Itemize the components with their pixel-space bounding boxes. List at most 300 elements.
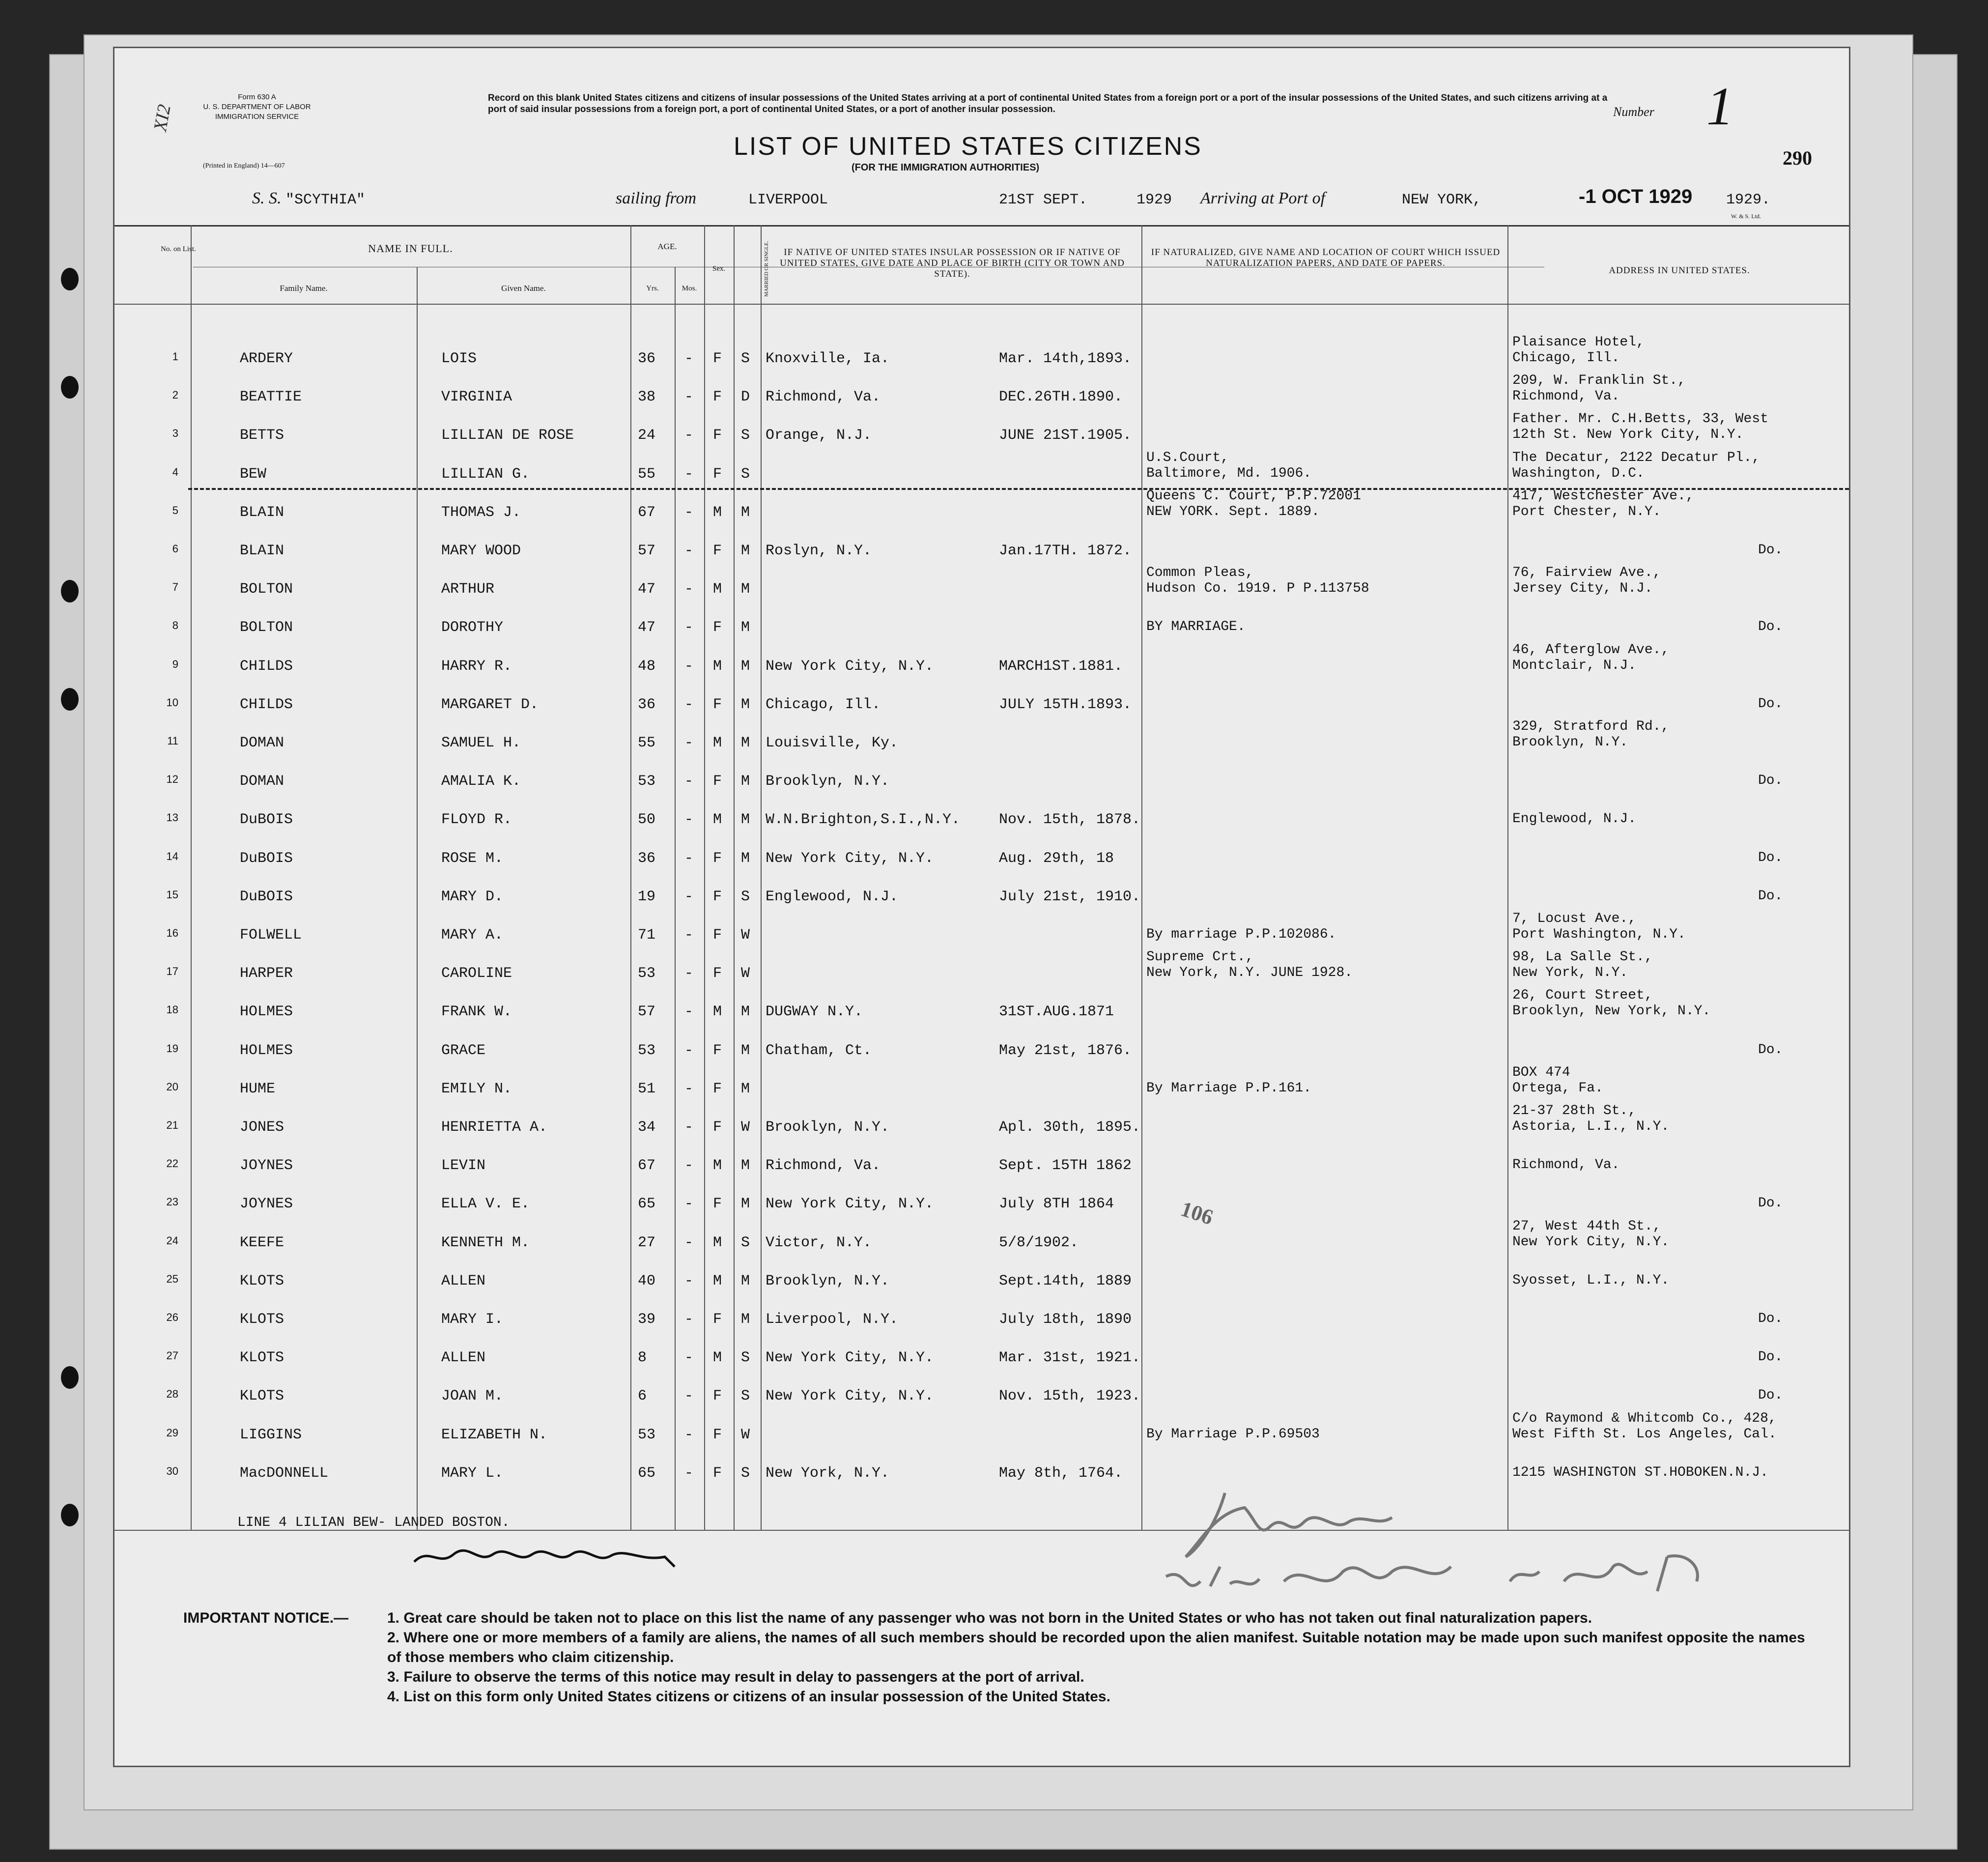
birth-date: 5/8/1902. (999, 1234, 1079, 1251)
family-name: DuBOIS (240, 888, 293, 905)
sex: F (713, 696, 722, 713)
age-years: 48 (638, 658, 656, 675)
table-row (114, 679, 1849, 717)
age-months: - (684, 389, 694, 406)
col-header-age: AGE. (657, 242, 677, 251)
family-name: LIGGINS (240, 1426, 302, 1443)
inspector-signature (1156, 1483, 1805, 1606)
address-line-2: Astoria, L.I., N.Y. (1512, 1119, 1670, 1134)
marital-status: M (741, 850, 750, 867)
age-years: 53 (638, 773, 656, 790)
sex: F (713, 927, 722, 944)
sex: F (713, 389, 722, 406)
arrival-stamp-date: -1 OCT 1929 (1579, 186, 1693, 207)
family-name: KLOTS (240, 1272, 284, 1289)
sex: F (713, 1119, 722, 1136)
voyage-line (252, 189, 365, 208)
family-name: JOYNES (240, 1157, 293, 1174)
given-name: FLOYD R. (441, 811, 512, 829)
age-months: - (684, 850, 694, 867)
table-row (114, 371, 1849, 409)
age-years: 39 (638, 1311, 656, 1328)
address-line-1: 209, W. Franklin St., (1512, 373, 1686, 389)
sex: M (713, 735, 722, 751)
address-line-2: Do. (1758, 619, 1783, 635)
table-row (114, 487, 1849, 525)
marital-status: M (741, 735, 750, 751)
marital-status: S (741, 465, 750, 483)
row-number: 3 (172, 427, 178, 440)
given-name: GRACE (441, 1042, 486, 1059)
birth-date: Jan.17TH. 1872. (999, 543, 1132, 559)
given-name: MARY A. (441, 927, 504, 944)
given-name: HARRY R. (441, 658, 512, 675)
given-name: VIRGINIA (441, 389, 512, 406)
age-months: - (684, 1464, 694, 1482)
marital-status: W (741, 1119, 750, 1136)
birth-place: New York City, N.Y. (766, 1388, 934, 1405)
age-months: - (684, 888, 694, 905)
given-name: THOMAS J. (441, 504, 521, 521)
given-name: ARTHUR (441, 581, 495, 598)
col-header-address: ADDRESS IN UNITED STATES. (1609, 265, 1750, 276)
marital-status: S (741, 1464, 750, 1482)
table-row (114, 333, 1849, 371)
age-years: 36 (638, 350, 656, 367)
family-name: JONES (240, 1119, 284, 1136)
given-name: ALLEN (441, 1349, 486, 1367)
age-years: 57 (638, 1003, 656, 1021)
address-line-2: Englewood, N.J. (1512, 811, 1637, 827)
address-line-2: Richmond, Va. (1512, 389, 1620, 404)
birth-date: May 8th, 1764. (999, 1464, 1123, 1482)
depart-date: 21ST SEPT. (999, 192, 1088, 208)
col-header-yrs: Yrs. (646, 285, 659, 292)
given-name: ELLA V. E. (441, 1196, 530, 1213)
marital-status: M (741, 1080, 750, 1097)
table-row (114, 1025, 1849, 1063)
service-name: IMMIGRATION SERVICE (215, 113, 299, 121)
birth-date: JUNE 21ST.1905. (999, 427, 1132, 444)
birth-place: Richmond, Va. (766, 1157, 881, 1174)
table-row (114, 1409, 1849, 1447)
age-years: 65 (638, 1464, 656, 1482)
family-name: BEATTIE (240, 389, 302, 406)
birth-place: Brooklyn, N.Y. (766, 1119, 890, 1136)
birth-place: W.N.Brighton,S.I.,N.Y. (766, 811, 961, 829)
row-number: 9 (172, 658, 178, 670)
age-years: 65 (638, 1196, 656, 1213)
marital-status: M (741, 1311, 750, 1328)
row-number: 1 (172, 350, 178, 363)
row-number: 21 (166, 1119, 178, 1131)
row-number: 30 (166, 1464, 178, 1477)
given-name: MARGARET D. (441, 696, 539, 713)
sex: F (713, 619, 722, 636)
sailing-label: sailing from (616, 189, 697, 207)
given-name: ROSE M. (441, 850, 504, 867)
address-line-1: BOX 474 (1512, 1064, 1570, 1080)
naturalization-line-2: Baltimore, Md. 1906. (1146, 465, 1312, 481)
birth-place: DUGWAY N.Y. (766, 1003, 863, 1021)
marital-status: M (741, 1272, 750, 1289)
age-months: - (684, 1234, 694, 1251)
naturalization-line-2: By Marriage P.P.69503 (1146, 1426, 1320, 1442)
address-line-2: Brooklyn, New York, N.Y. (1512, 1003, 1711, 1019)
address-line-2: Do. (1758, 773, 1783, 789)
given-name: FRANK W. (441, 1003, 512, 1021)
row-number: 2 (172, 389, 178, 401)
address-line-1: 26, Court Street, (1512, 988, 1653, 1003)
address-line-2: Do. (1758, 850, 1783, 865)
family-name: HUME (240, 1080, 276, 1097)
family-name: BLAIN (240, 543, 284, 559)
address-line-2: Do. (1758, 696, 1783, 712)
naturalization-line-1: Queens C. Court, P.P.72001 (1146, 488, 1361, 504)
given-name: EMILY N. (441, 1080, 512, 1097)
row-number: 4 (172, 465, 178, 478)
age-months: - (684, 1311, 694, 1328)
given-name: ALLEN (441, 1272, 486, 1289)
marital-status: M (741, 1042, 750, 1059)
header-bottom-rule (114, 304, 1849, 305)
age-months: - (684, 619, 694, 636)
sex: F (713, 1388, 722, 1405)
table-row (114, 1140, 1849, 1178)
marital-status: M (741, 658, 750, 675)
birth-date: JULY 15TH.1893. (999, 696, 1132, 713)
col-header-family: Family Name. (280, 284, 328, 293)
birth-date: July 21st, 1910. (999, 888, 1141, 905)
birth-place: Brooklyn, N.Y. (766, 773, 890, 790)
age-months: - (684, 773, 694, 790)
form-label (193, 92, 321, 122)
address-line-2: 1215 WASHINGTON ST.HOBOKEN.N.J. (1512, 1464, 1768, 1480)
sex: M (713, 1234, 722, 1251)
row-number: 29 (166, 1426, 178, 1439)
marital-status: M (741, 696, 750, 713)
family-name: DuBOIS (240, 850, 293, 867)
birth-place: Louisville, Ky. (766, 735, 899, 751)
table-row (114, 409, 1849, 448)
sex: M (713, 581, 722, 598)
address-line-2: New York, N.Y. (1512, 965, 1628, 981)
address-line-1: 329, Stratford Rd., (1512, 719, 1670, 734)
table-row (114, 832, 1849, 871)
birth-date: DEC.26TH.1890. (999, 389, 1123, 406)
table-top-rule (114, 225, 1849, 227)
birth-place: Roslyn, N.Y. (766, 543, 872, 559)
marital-status: W (741, 927, 750, 944)
binder-hole (61, 376, 79, 399)
sex: F (713, 965, 722, 982)
col-header-no: No. on List. (161, 245, 196, 253)
row-number: 7 (172, 581, 178, 594)
birth-place: Orange, N.J. (766, 427, 872, 444)
age-months: - (684, 735, 694, 751)
age-years: 55 (638, 735, 656, 751)
birth-place: Chatham, Ct. (766, 1042, 872, 1059)
birth-date: 31ST.AUG.1871 (999, 1003, 1114, 1021)
row-number: 26 (166, 1311, 178, 1323)
birth-date: July 8TH 1864 (999, 1196, 1114, 1213)
page-subtitle: (FOR THE IMMIGRATION AUTHORITIES) (852, 162, 1040, 173)
row-number: 17 (166, 965, 178, 978)
family-name: DOMAN (240, 773, 284, 790)
family-name: BETTS (240, 427, 284, 444)
naturalization-line-2: New York, N.Y. JUNE 1928. (1146, 965, 1353, 981)
address-line-1: 21-37 28th St., (1512, 1103, 1637, 1118)
naturalization-line-2: Hudson Co. 1919. P P.113758 (1146, 581, 1369, 597)
given-name: AMALIA K. (441, 773, 521, 790)
marital-status: S (741, 350, 750, 367)
table-row (114, 871, 1849, 909)
marital-status: M (741, 1003, 750, 1021)
birth-place: Brooklyn, N.Y. (766, 1272, 890, 1289)
age-years: 53 (638, 1042, 656, 1059)
given-name: JOAN M. (441, 1388, 504, 1405)
marital-status: M (741, 1196, 750, 1213)
age-months: - (684, 427, 694, 444)
marital-status: M (741, 773, 750, 790)
family-name: BEW (240, 465, 267, 483)
row-number: 28 (166, 1388, 178, 1401)
given-name: CAROLINE (441, 965, 512, 982)
birth-date: Sept.14th, 1889 (999, 1272, 1132, 1289)
form-number: Form 630 A (238, 93, 276, 101)
age-years: 57 (638, 543, 656, 559)
row-number: 24 (166, 1234, 178, 1247)
marital-status: W (741, 965, 750, 982)
age-years: 71 (638, 927, 656, 944)
ship-prefix: S. S. (252, 189, 282, 207)
birth-date: July 18th, 1890 (999, 1311, 1132, 1328)
sex: M (713, 1272, 722, 1289)
sex: F (713, 465, 722, 483)
age-years: 27 (638, 1234, 656, 1251)
age-months: - (684, 696, 694, 713)
age-months: - (684, 965, 694, 982)
marital-status: S (741, 1388, 750, 1405)
age-months: - (684, 811, 694, 829)
col-header-name: NAME IN FULL. (368, 242, 453, 255)
age-months: - (684, 350, 694, 367)
given-name: DOROTHY (441, 619, 504, 636)
family-name: ARDERY (240, 350, 293, 367)
given-name: MARY I. (441, 1311, 504, 1328)
row-4-strike-line (188, 488, 1849, 490)
birth-place: New York City, N.Y. (766, 1196, 934, 1213)
address-line-1: 98, La Salle St., (1512, 949, 1653, 965)
given-name: LILLIAN G. (441, 465, 530, 483)
arrival-port: NEW YORK, (1402, 192, 1482, 208)
birth-place: New York City, N.Y. (766, 658, 934, 675)
age-years: 38 (638, 389, 656, 406)
naturalization-line-1: U.S.Court, (1146, 450, 1229, 465)
age-months: - (684, 1349, 694, 1367)
birth-date: Aug. 29th, 18 (999, 850, 1114, 867)
address-line-2: Do. (1758, 543, 1783, 558)
given-name: LOIS (441, 350, 477, 367)
marital-status: M (741, 504, 750, 521)
instructions-text: Record on this blank United States citizens and citizens of insular possessions of the United States arriving at a port of continental United States from a foreign port or a port of the insular possessions of the United States, and such citizens arriving at a port of said insular possessions from a foreign port, a port of continental United States, or a port of another insular possession. (488, 93, 1608, 115)
sex: F (713, 350, 722, 367)
address-line-2: Washington, D.C. (1512, 465, 1645, 481)
col-header-mos: Mos. (682, 285, 697, 292)
address-line-1: 76, Fairview Ave., (1512, 565, 1661, 581)
birth-place: New York City, N.Y. (766, 850, 934, 867)
marital-status: W (741, 1426, 750, 1443)
address-line-2: Chicago, Ill. (1512, 350, 1620, 366)
age-months: - (684, 1426, 694, 1443)
binder-hole (61, 1366, 79, 1389)
birth-place: Richmond, Va. (766, 389, 881, 406)
naturalization-line-2: BY MARRIAGE. (1146, 619, 1246, 635)
manifest-sheet (113, 47, 1850, 1767)
address-line-1: 27, West 44th St., (1512, 1218, 1661, 1234)
row-number: 8 (172, 619, 178, 632)
col-header-given: Given Name. (501, 284, 546, 293)
age-years: 6 (638, 1388, 647, 1405)
age-months: - (684, 543, 694, 559)
given-name: MARY L. (441, 1464, 504, 1482)
row-number: 19 (166, 1042, 178, 1055)
row-number: 14 (166, 850, 178, 862)
age-months: - (684, 658, 694, 675)
family-name: MacDONNELL (240, 1464, 329, 1482)
footer-note: LINE 4 LILIAN BEW- LANDED BOSTON. (237, 1515, 510, 1530)
age-months: - (684, 1119, 694, 1136)
table-row (114, 986, 1849, 1024)
number-value: 1 (1706, 76, 1733, 136)
sex: F (713, 773, 722, 790)
birth-date: MARCH1ST.1881. (999, 658, 1123, 675)
family-name: FOLWELL (240, 927, 302, 944)
row-number: 12 (166, 773, 178, 786)
birth-place: Chicago, Ill. (766, 696, 881, 713)
given-name: HENRIETTA A. (441, 1119, 548, 1136)
age-years: 47 (638, 581, 656, 598)
birth-place: Liverpool, N.Y. (766, 1311, 899, 1328)
sex: F (713, 543, 722, 559)
table-row (114, 1447, 1849, 1486)
row-number: 20 (166, 1080, 178, 1093)
binder-hole (61, 1504, 79, 1526)
given-name: ELIZABETH N. (441, 1426, 548, 1443)
table-row (114, 909, 1849, 947)
marital-status: M (741, 543, 750, 559)
printer-mark: W. & S. Ltd. (1731, 213, 1761, 220)
age-years: 53 (638, 965, 656, 982)
address-line-2: Syosset, L.I., N.Y. (1512, 1272, 1670, 1288)
table-row (114, 755, 1849, 794)
notice-item-4: 4. List on this form only United States citizens or citizens of an insular possession of the United States. (387, 1689, 1110, 1705)
family-name: DOMAN (240, 735, 284, 751)
sex: F (713, 1426, 722, 1443)
family-name: HARPER (240, 965, 293, 982)
sailing-from: LIVERPOOL (748, 192, 828, 208)
page-number: 290 (1783, 147, 1812, 169)
birth-place: Victor, N.Y. (766, 1234, 872, 1251)
family-name: HOLMES (240, 1003, 293, 1021)
address-line-2: Port Chester, N.Y. (1512, 504, 1661, 519)
table-row (114, 1370, 1849, 1408)
table-row (114, 640, 1849, 679)
age-months: - (684, 581, 694, 598)
family-name: BOLTON (240, 619, 293, 636)
address-line-2: Do. (1758, 1388, 1783, 1404)
age-months: - (684, 1042, 694, 1059)
table-row (114, 525, 1849, 563)
age-years: 34 (638, 1119, 656, 1136)
naturalization-line-2: By Marriage P.P.161. (1146, 1080, 1312, 1096)
age-years: 67 (638, 1157, 656, 1174)
birth-date: Mar. 31st, 1921. (999, 1349, 1141, 1367)
age-years: 19 (638, 888, 656, 905)
table-row (114, 563, 1849, 602)
sex: M (713, 1349, 722, 1367)
col-header-naturalized: IF NATURALIZED, GIVE NAME AND LOCATION OF COURT WHICH ISSUED NATURALIZATION PAPERS, AND DATE OF PAPERS. (1151, 247, 1501, 268)
ship-name: "SCYTHIA" (285, 192, 366, 208)
age-months: - (684, 1196, 694, 1213)
address-line-2: Do. (1758, 1349, 1783, 1365)
row-number: 10 (166, 696, 178, 709)
marital-status: S (741, 427, 750, 444)
col-header-married: MARRIED OR SINGLE. (764, 241, 769, 297)
age-years: 47 (638, 619, 656, 636)
address-line-2: Do. (1758, 888, 1783, 904)
arrival-year: 1929. (1726, 192, 1771, 208)
family-name: BOLTON (240, 581, 293, 598)
address-line-1: The Decatur, 2122 Decatur Pl., (1512, 450, 1761, 465)
sex: M (713, 658, 722, 675)
birth-place: Englewood, N.J. (766, 888, 899, 905)
depart-year: 1929 (1136, 192, 1172, 208)
given-name: KENNETH M. (441, 1234, 530, 1251)
sex: F (713, 1042, 722, 1059)
address-line-2: Ortega, Fa. (1512, 1080, 1603, 1096)
row-number: 23 (166, 1196, 178, 1208)
naturalization-line-1: Supreme Crt., (1146, 949, 1254, 965)
marital-status: S (741, 1234, 750, 1251)
marital-status: S (741, 1349, 750, 1367)
family-name: KLOTS (240, 1349, 284, 1367)
table-row (114, 1178, 1849, 1216)
age-years: 53 (638, 1426, 656, 1443)
row-number: 16 (166, 927, 178, 939)
table-row (114, 1063, 1849, 1101)
row-number: 25 (166, 1272, 178, 1285)
notice-item-3: 3. Failure to observe the terms of this notice may result in delay to passengers at the port of arrival. (387, 1669, 1084, 1685)
marital-status: M (741, 1157, 750, 1174)
row-number: 22 (166, 1157, 178, 1170)
family-name: JOYNES (240, 1196, 293, 1213)
given-name: MARY D. (441, 888, 504, 905)
sex: F (713, 1196, 722, 1213)
age-months: - (684, 1003, 694, 1021)
table-row (114, 1217, 1849, 1255)
address-line-2: Do. (1758, 1311, 1783, 1326)
address-line-2: Jersey City, N.J. (1512, 581, 1653, 597)
given-name: MARY WOOD (441, 543, 521, 559)
marital-status: M (741, 619, 750, 636)
naturalization-line-1: Common Pleas, (1146, 565, 1254, 581)
age-years: 51 (638, 1080, 656, 1097)
sex: M (713, 504, 722, 521)
given-name: SAMUEL H. (441, 735, 521, 751)
table-row (114, 448, 1849, 487)
age-months: - (684, 1388, 694, 1405)
